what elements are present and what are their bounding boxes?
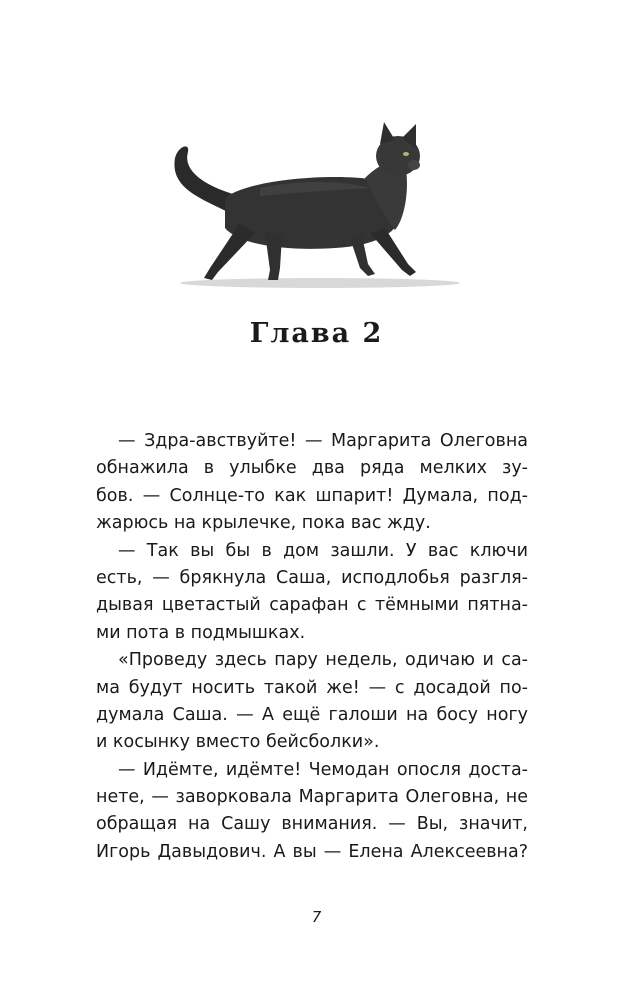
text-line: обнажила в улыбке два ряда мелких зу- [96, 458, 528, 479]
text-line: — Так вы бы в дом зашли. У вас ключи [118, 540, 528, 561]
text-line: ма будут носить такой же! — с досадой по- [96, 677, 528, 698]
chapter-title: Глава 2 [249, 318, 384, 349]
text-line: дывая цветастый сарафан с тёмными пятна- [96, 595, 528, 616]
text-line: — Идёмте, идёмте! Чемодан опосля доста- [118, 759, 528, 780]
body-text [96, 428, 528, 866]
text-line: есть, — брякнула Саша, исподлобья разгля- [96, 567, 528, 588]
page-number: 7 [311, 908, 322, 926]
text-line: обращая на Сашу внимания. — Вы, значит, [96, 814, 528, 835]
text-line: жарюсь на крылечке, пока вас жду. [96, 513, 431, 534]
text-line: нете, — заворковала Маргарита Олеговна, не [96, 787, 528, 808]
text-line: Игорь Давыдович. А вы — Елена Алексеевна? [96, 841, 528, 862]
text-line: «Проведу здесь пару недель, одичаю и са- [118, 650, 528, 671]
text-line: и косынку вместо бейсболки». [96, 732, 380, 753]
text-line: ми пота в подмышках. [96, 622, 306, 643]
text-line: бов. — Солнце-то как шпарит! Думала, под- [96, 485, 528, 506]
text-line: думала Саша. — А ещё галоши на босу ногу [96, 704, 528, 725]
text-line: — Здра-авствуйте! — Маргарита Олеговна [118, 431, 528, 451]
black-cat-walking-icon [170, 118, 470, 298]
